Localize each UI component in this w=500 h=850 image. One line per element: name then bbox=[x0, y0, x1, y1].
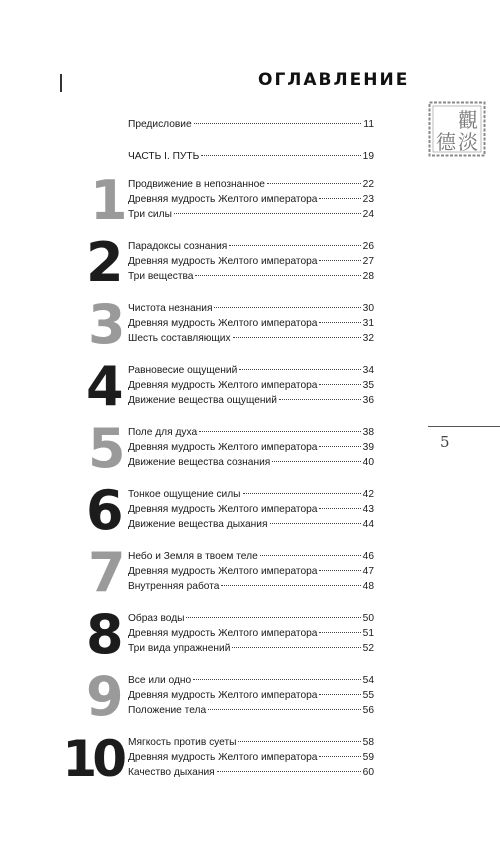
toc-entry-label: Древняя мудрость Желтого императора bbox=[128, 504, 318, 515]
toc-entry-label: Предисловие bbox=[128, 119, 192, 130]
chinese-seal-icon bbox=[428, 101, 486, 157]
dot-leader bbox=[319, 198, 360, 199]
dot-leader bbox=[195, 275, 360, 276]
toc-entry-label: Поле для духа bbox=[128, 427, 198, 438]
dot-leader bbox=[319, 446, 360, 447]
dot-leader bbox=[208, 709, 360, 710]
toc-entry-label: Древняя мудрость Желтого императора bbox=[128, 628, 318, 639]
dot-leader bbox=[239, 369, 360, 370]
toc-entry-label: Три вида упражнений bbox=[128, 643, 231, 654]
toc-entry[interactable] bbox=[128, 254, 374, 269]
folio-rule bbox=[428, 426, 500, 427]
toc-entry-page: 59 bbox=[362, 752, 374, 763]
toc-entry[interactable] bbox=[128, 517, 374, 532]
toc-entry-page: 19 bbox=[362, 151, 374, 162]
toc-entry-label: Древняя мудрость Желтого императора bbox=[128, 752, 318, 763]
chapter-number: 10 bbox=[62, 730, 122, 788]
toc-entry-page: 32 bbox=[362, 333, 374, 344]
dot-leader bbox=[260, 555, 361, 556]
margin-mark bbox=[60, 74, 62, 92]
toc-entry[interactable] bbox=[128, 363, 374, 378]
toc-entry-page: 35 bbox=[362, 380, 374, 391]
seal-glyph: 觀 bbox=[458, 108, 478, 132]
dot-leader bbox=[243, 493, 361, 494]
toc-entry-page: 36 bbox=[362, 395, 374, 406]
toc-entry-label: Три силы bbox=[128, 209, 172, 220]
chapter-block bbox=[86, 665, 374, 735]
toc-entry-page: 60 bbox=[362, 767, 374, 778]
toc-entry-label: Шесть составляющих bbox=[128, 333, 231, 344]
chapter-block bbox=[88, 417, 374, 487]
toc-entry-preface[interactable] bbox=[128, 117, 374, 132]
chapter-number: 8 bbox=[86, 603, 121, 666]
chapter-number: 7 bbox=[88, 541, 123, 604]
dot-leader bbox=[199, 431, 361, 432]
toc-entry-label: Древняя мудрость Желтого императора bbox=[128, 566, 318, 577]
toc-entry[interactable] bbox=[128, 703, 374, 718]
page-number: 5 bbox=[440, 433, 450, 451]
chapter-block bbox=[86, 355, 374, 425]
toc-entry-page: 11 bbox=[363, 119, 374, 130]
toc-entry[interactable] bbox=[128, 192, 374, 207]
toc-entry-label: Положение тела bbox=[128, 705, 207, 716]
toc-entry[interactable] bbox=[128, 735, 374, 750]
dot-leader bbox=[270, 523, 361, 524]
dot-leader bbox=[319, 508, 360, 509]
toc-entry-label: Древняя мудрость Желтого императора bbox=[128, 690, 318, 701]
toc-entry-label: Парадоксы сознания bbox=[128, 241, 228, 252]
toc-entry-label: Чистота незнания bbox=[128, 303, 213, 314]
chapter-number: 6 bbox=[86, 479, 121, 542]
toc-entry-page: 56 bbox=[362, 705, 374, 716]
toc-entry-label: Равновесие ощущений bbox=[128, 365, 238, 376]
dot-leader bbox=[193, 679, 360, 680]
toc-entry-label: Качество дыхания bbox=[128, 767, 215, 778]
dot-leader bbox=[319, 322, 360, 323]
toc-entry-page: 51 bbox=[362, 628, 374, 639]
dot-leader bbox=[221, 585, 360, 586]
toc-entry-label: Движение вещества ощущений bbox=[128, 395, 277, 406]
page-title: ОГЛАВЛЕНИЕ bbox=[258, 70, 410, 90]
chapter-list bbox=[62, 169, 374, 797]
toc-entry-page: 28 bbox=[362, 271, 374, 282]
toc-entry-page: 47 bbox=[362, 566, 374, 577]
toc-entry[interactable] bbox=[128, 579, 374, 594]
toc-entry-page: 50 bbox=[362, 613, 374, 624]
toc-entry[interactable] bbox=[128, 425, 374, 440]
chapter-block bbox=[90, 169, 374, 239]
toc-entry-page: 26 bbox=[362, 241, 374, 252]
toc-entry-page: 23 bbox=[362, 194, 374, 205]
toc-entry[interactable] bbox=[128, 440, 374, 455]
dot-leader bbox=[319, 384, 360, 385]
toc-entry-label: Древняя мудрость Желтого императора bbox=[128, 380, 318, 391]
toc-entry[interactable] bbox=[128, 177, 374, 192]
dot-leader bbox=[194, 123, 362, 124]
seal-glyph: 淡 bbox=[458, 130, 478, 154]
chapter-block bbox=[62, 730, 374, 797]
toc-entry-page: 24 bbox=[362, 209, 374, 220]
chapter-block bbox=[88, 541, 374, 611]
chapter-block bbox=[86, 479, 374, 549]
dot-leader bbox=[186, 617, 360, 618]
toc-entry-label: Продвижение в непознанное bbox=[128, 179, 265, 190]
toc-entry-label: Образ воды bbox=[128, 613, 185, 624]
dot-leader bbox=[267, 183, 361, 184]
toc-entry-label: Небо и Земля в твоем теле bbox=[128, 551, 258, 562]
toc-entry-page: 22 bbox=[362, 179, 374, 190]
chapter-block bbox=[86, 231, 374, 301]
dot-leader bbox=[319, 632, 360, 633]
toc-entry-label: Все или одно bbox=[128, 675, 192, 686]
toc-entry-label: Древняя мудрость Желтого императора bbox=[128, 194, 318, 205]
chapter-number: 3 bbox=[88, 293, 123, 356]
toc-entry-label: Мягкость против суеты bbox=[128, 737, 237, 748]
toc-entry[interactable] bbox=[128, 502, 374, 517]
toc-entry[interactable] bbox=[128, 487, 374, 502]
toc-entry[interactable] bbox=[128, 393, 374, 408]
toc-entry-label: Три вещества bbox=[128, 271, 194, 282]
toc-entry-label: Движение вещества дыхания bbox=[128, 519, 268, 530]
dot-leader bbox=[238, 741, 360, 742]
toc-entry-part[interactable] bbox=[128, 149, 374, 164]
seal-glyph: 德 bbox=[436, 130, 456, 154]
chapter-block bbox=[86, 603, 374, 673]
toc-entry-page: 31 bbox=[362, 318, 374, 329]
toc-entry[interactable] bbox=[128, 269, 374, 284]
toc-entry-page: 55 bbox=[362, 690, 374, 701]
toc-entry-page: 42 bbox=[362, 489, 374, 500]
toc-entry[interactable] bbox=[128, 239, 374, 254]
toc-entry[interactable] bbox=[128, 626, 374, 641]
toc-entry-page: 39 bbox=[362, 442, 374, 453]
toc-entry[interactable] bbox=[128, 331, 374, 346]
toc-entry[interactable] bbox=[128, 611, 374, 626]
toc-entry-label: Древняя мудрость Желтого императора bbox=[128, 318, 318, 329]
toc-entry-page: 58 bbox=[362, 737, 374, 748]
toc-entry-page: 38 bbox=[362, 427, 374, 438]
toc-entry[interactable] bbox=[128, 455, 374, 470]
chapter-number: 5 bbox=[88, 417, 123, 480]
toc-entry-label: Движение вещества сознания bbox=[128, 457, 271, 468]
table-of-contents bbox=[62, 117, 374, 797]
chapter-number: 4 bbox=[86, 355, 121, 418]
toc-entry-label: Древняя мудрость Желтого императора bbox=[128, 256, 318, 267]
toc-entry-page: 40 bbox=[362, 457, 374, 468]
toc-entry-page: 44 bbox=[362, 519, 374, 530]
toc-entry[interactable] bbox=[128, 641, 374, 656]
dot-leader bbox=[232, 647, 360, 648]
dot-leader bbox=[279, 399, 361, 400]
toc-entry[interactable] bbox=[128, 549, 374, 564]
chapter-number: 1 bbox=[90, 169, 125, 232]
toc-entry-page: 30 bbox=[362, 303, 374, 314]
toc-entry-page: 48 bbox=[362, 581, 374, 592]
chapter-number: 2 bbox=[86, 231, 121, 294]
dot-leader bbox=[319, 260, 360, 261]
toc-entry-label: Тонкое ощущение силы bbox=[128, 489, 241, 500]
dot-leader bbox=[174, 213, 361, 214]
dot-leader bbox=[233, 337, 361, 338]
toc-entry-page: 46 bbox=[362, 551, 374, 562]
toc-entry[interactable] bbox=[128, 378, 374, 393]
toc-entry-label: Внутренняя работа bbox=[128, 581, 220, 592]
toc-entry[interactable] bbox=[128, 207, 374, 222]
dot-leader bbox=[319, 694, 360, 695]
dot-leader bbox=[319, 570, 360, 571]
toc-entry[interactable] bbox=[128, 564, 374, 579]
toc-entry[interactable] bbox=[128, 750, 374, 765]
chapter-number: 9 bbox=[86, 665, 121, 728]
toc-entry-page: 43 bbox=[362, 504, 374, 515]
dot-leader bbox=[229, 245, 360, 246]
toc-entry-page: 27 bbox=[362, 256, 374, 267]
dot-leader bbox=[319, 756, 360, 757]
toc-entry-page: 52 bbox=[362, 643, 374, 654]
dot-leader bbox=[201, 155, 360, 156]
toc-entry[interactable] bbox=[128, 688, 374, 703]
toc-entry-label: Древняя мудрость Желтого императора bbox=[128, 442, 318, 453]
toc-entry[interactable] bbox=[128, 673, 374, 688]
toc-entry-page: 54 bbox=[362, 675, 374, 686]
toc-entry[interactable] bbox=[128, 301, 374, 316]
chapter-block bbox=[88, 293, 374, 363]
dot-leader bbox=[272, 461, 360, 462]
dot-leader bbox=[214, 307, 360, 308]
toc-entry[interactable] bbox=[128, 765, 374, 780]
toc-part-label: ЧАСТЬ I. ПУТЬ bbox=[128, 151, 200, 162]
toc-entry-page: 34 bbox=[362, 365, 374, 376]
dot-leader bbox=[217, 771, 361, 772]
toc-entry[interactable] bbox=[128, 316, 374, 331]
